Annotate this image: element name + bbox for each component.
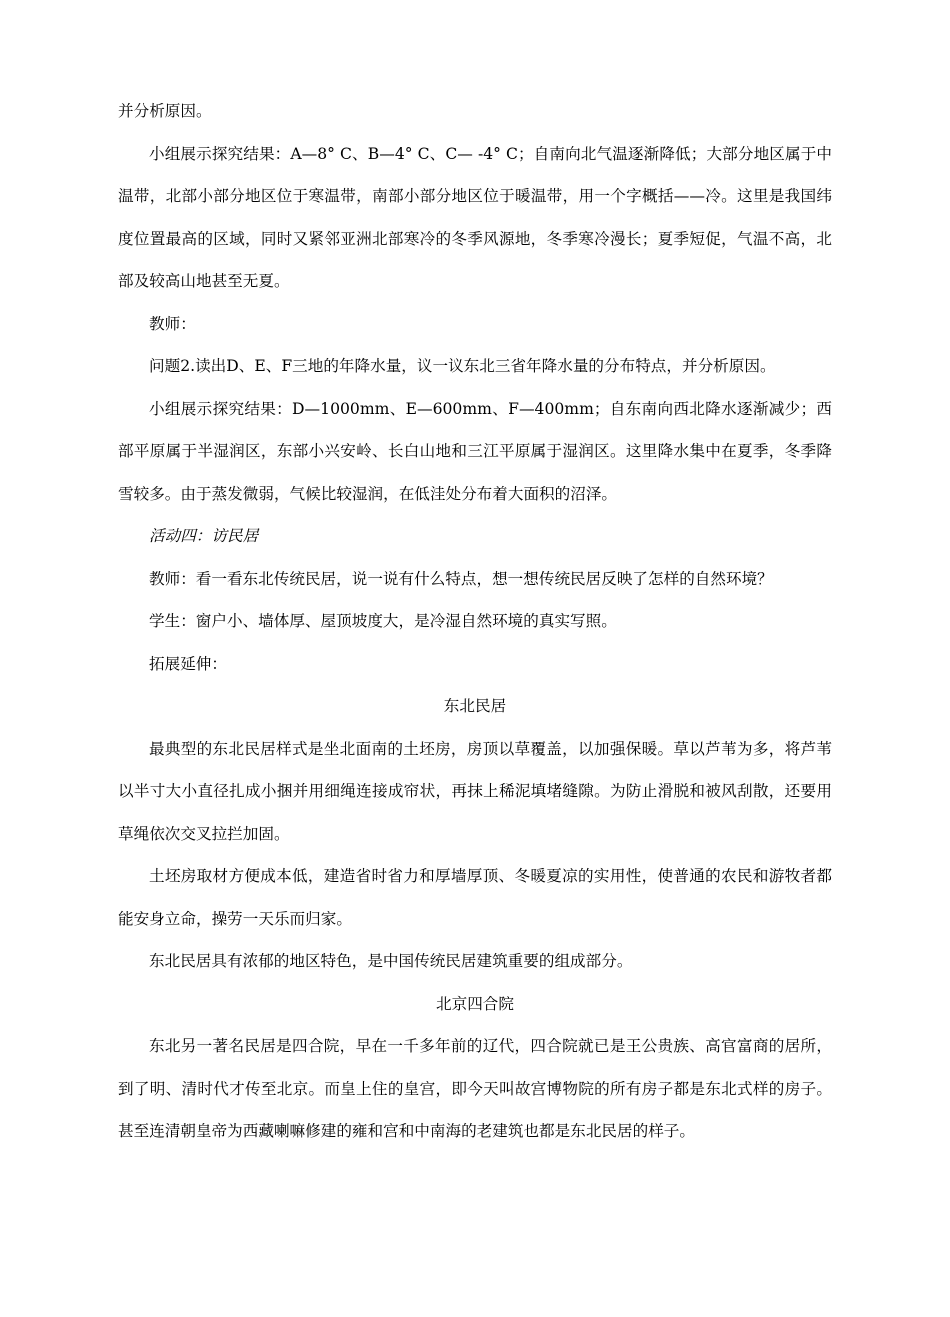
paragraph-continuation: 并分析原因。 <box>118 102 212 120</box>
paragraph-siheyuan: 东北另一著名民居是四合院，早在一千多年前的辽代，四合院就已是王公贵族、高官富商的居所，到了明、清时代才传至北京。而皇上住的皇宫，即今天叫故宫博物院的所有房子都是东北式样的房子。甚至连清朝皇帝为西藏喇嘛修建的雍和宫和中南海的老建筑也都是东北民居的样子。 <box>118 1037 832 1140</box>
paragraph-regional-feature: 东北民居具有浓郁的地区特色，是中国传统民居建筑重要的组成部分。 <box>149 952 633 970</box>
paragraph-adobe-house: 土坯房取材方便成本低，建造省时省力和厚墙厚顶、冬暖夏凉的实用性，使普通的农民和游牧者都能安身立命，操劳一天乐而归家。 <box>118 867 832 928</box>
paragraph-precipitation-results: 小组展示探究结果：D—1000mm、E—600mm、F—400mm；自东南向西北降水逐渐减少；西部平原属于半湿润区，东部小兴安岭、长白山地和三江平原属于湿润区。这里降水集中在夏季，冬季降雪较多。由于蒸发微弱，气候比较湿润，在低洼处分布着大面积的沼泽。 <box>118 399 832 503</box>
paragraph-extension-label: 拓展延伸： <box>149 654 227 673</box>
paragraph-question-2: 问题2.读出D、E、F三地的年降水量，议一议东北三省年降水量的分布特点，并分析原因。 <box>149 357 776 375</box>
paragraph-teacher-label: 教师： <box>149 314 196 333</box>
document-page <box>118 90 832 1153</box>
paragraph-student-answer: 学生：窗户小、墙体厚、屋顶坡度大，是冷湿自然环境的真实写照。 <box>149 612 617 630</box>
section-heading-northeast-dwellings: 东北民居 <box>443 697 507 715</box>
paragraph-teacher-question: 教师：看一看东北传统民居，说一说有什么特点，想一想传统民居反映了怎样的自然环境？ <box>149 569 773 588</box>
section-heading-beijing-siheyuan: 北京四合院 <box>436 994 514 1013</box>
activity-four-heading: 活动四：访民居 <box>149 527 259 545</box>
paragraph-dwelling-style: 最典型的东北民居样式是坐北面南的土坯房，房顶以草覆盖，以加强保暖。草以芦苇为多，将芦苇以半寸大小直径扎成小捆并用细绳连接成帘状，再抹上稀泥填堵缝隙。为防止滑脱和被风刮散，还要用草绳依次交叉拉拦加固。 <box>118 739 832 843</box>
paragraph-temperature-results: 小组展示探究结果：A—8° C、B—4° C、C— -4° C；自南向北气温逐渐降低；大部分地区属于中温带，北部小部分地区位于寒温带，南部小部分地区位于暖温带，用一个字概括——冷。这里是我国纬度位置最高的区域，同时又紧邻亚洲北部寒冷的冬季风源地，冬季寒冷漫长；夏季短促，气温不高，北部及较高山地甚至无夏。 <box>118 144 832 290</box>
